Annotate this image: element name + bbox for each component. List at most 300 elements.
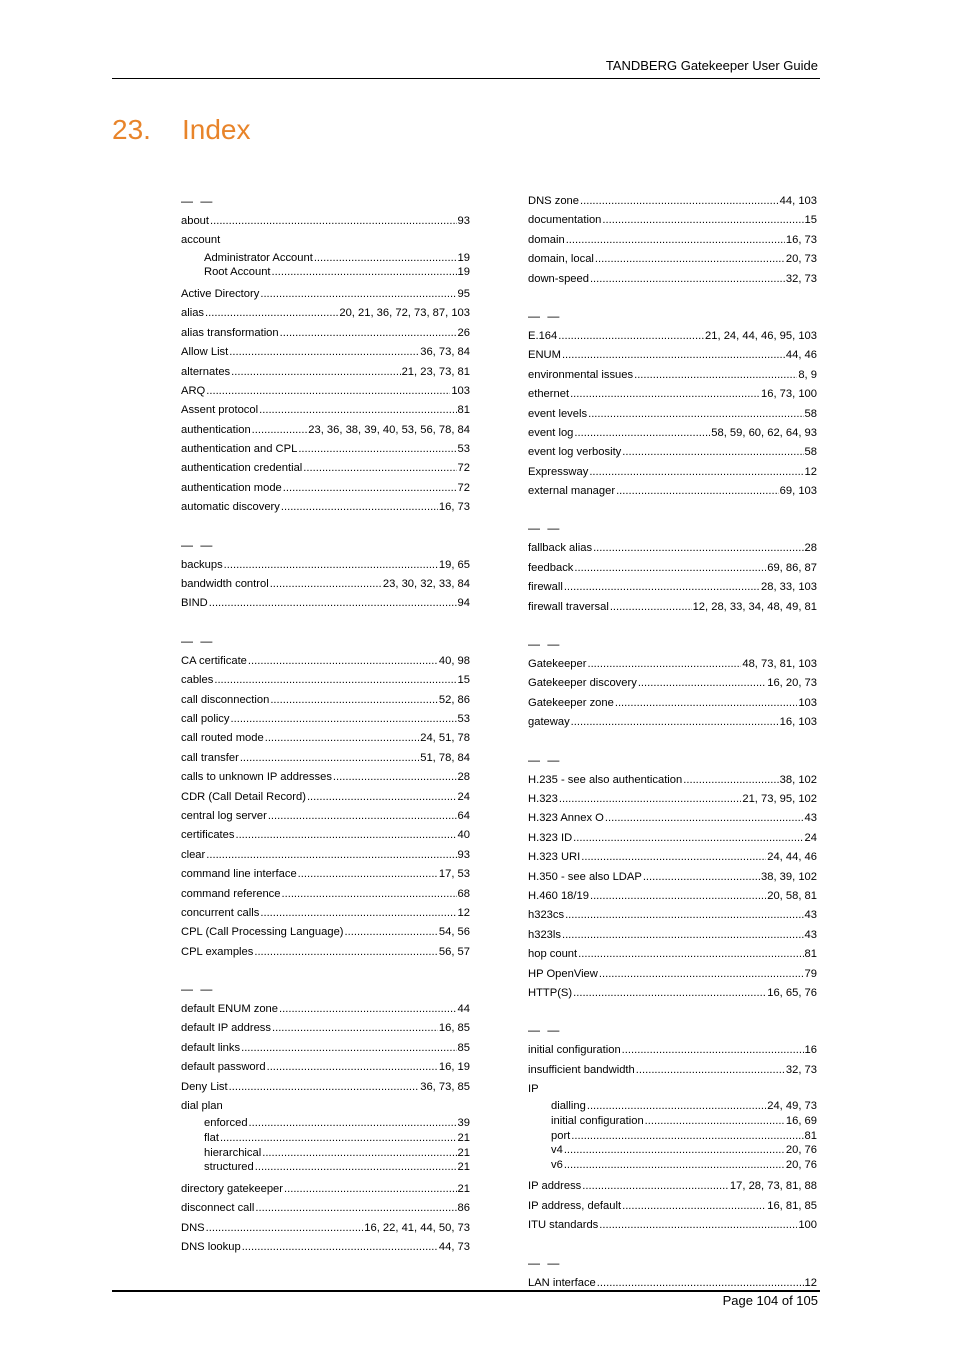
index-pages: 44, 73 (438, 1240, 470, 1253)
index-pages: 24, 49, 73 (767, 1100, 817, 1113)
index-pages: 69, 86, 87 (767, 561, 817, 574)
dot-leader (587, 655, 741, 674)
index-entry (181, 788, 470, 807)
index-pages: 8, 9 (798, 368, 817, 381)
index-term: event log verbosity (528, 446, 622, 459)
dot-leader (248, 652, 438, 671)
dot-leader (260, 285, 456, 304)
index-entry (528, 346, 817, 365)
index-term: insufficient bandwidth (528, 1063, 635, 1076)
index-pages: 79 (804, 967, 817, 980)
section-letter-header: — — (528, 308, 562, 323)
index-pages: 16, 73, 100 (761, 388, 817, 401)
index-entry (551, 1099, 817, 1114)
index-pages: 21 (457, 1146, 470, 1159)
index-term: external manager (528, 485, 616, 498)
dot-leader (240, 749, 419, 768)
index-term: event log (528, 426, 574, 439)
index-pages: 100 (798, 1219, 817, 1232)
index-entry (181, 729, 470, 748)
index-entry (181, 904, 470, 923)
dot-leader (205, 304, 338, 323)
index-pages: 32, 73 (785, 1063, 817, 1076)
index-pages: 24 (457, 790, 470, 803)
index-pages: 64 (457, 809, 470, 822)
index-pages: 69, 103 (779, 485, 817, 498)
index-entry (528, 578, 817, 597)
index-pages: 19 (457, 266, 470, 279)
dot-leader (270, 691, 438, 710)
dot-leader (580, 192, 779, 211)
dot-leader (564, 1158, 785, 1173)
dot-leader (615, 694, 797, 713)
index-term: ENUM (528, 349, 561, 362)
index-pages: 56, 57 (438, 945, 470, 958)
index-entry (181, 652, 470, 671)
index-term: clear (181, 848, 206, 861)
index-entry (181, 671, 470, 690)
index-term: Gatekeeper discovery (528, 677, 637, 690)
index-term: IP (528, 1083, 539, 1096)
index-term: H.460 18/19 (528, 889, 589, 902)
index-entry (528, 848, 817, 867)
index-term: firewall (528, 581, 563, 594)
index-entry (181, 768, 470, 787)
index-term: CA certificate (181, 654, 247, 667)
index-term: H.235 - see also authentication (528, 773, 683, 786)
index-pages: 16 (804, 1044, 817, 1057)
dot-leader (645, 1114, 785, 1129)
index-entry (528, 598, 817, 617)
index-entry (528, 327, 817, 346)
index-column-right (528, 192, 817, 1293)
index-pages: 24 (804, 831, 817, 844)
dot-leader (638, 674, 766, 693)
index-term: gateway (528, 716, 570, 729)
dot-leader (558, 327, 704, 346)
index-pages: 12 (457, 906, 470, 919)
index-entry (528, 463, 817, 482)
dot-leader (333, 768, 457, 787)
dot-leader (270, 575, 382, 594)
dot-leader (622, 1041, 804, 1060)
index-term: command reference (181, 887, 281, 900)
index-term: cables (181, 674, 214, 687)
dot-leader (559, 790, 741, 809)
dot-leader (279, 1000, 457, 1019)
dot-leader (636, 1061, 785, 1080)
dot-leader (283, 479, 457, 498)
dot-leader (254, 943, 438, 962)
dot-leader (634, 366, 797, 385)
index-entry (181, 691, 470, 710)
index-pages: 16, 85 (438, 1022, 470, 1035)
index-entry (181, 1078, 470, 1097)
index-pages: 51, 78, 84 (420, 751, 470, 764)
section-spacer (528, 501, 817, 519)
index-term: HP OpenView (528, 967, 598, 980)
index-pages: 53 (457, 713, 470, 725)
index-entry (181, 479, 470, 498)
index-entry (528, 539, 817, 558)
index-term: Assent protocol (181, 404, 259, 417)
index-entry (528, 984, 817, 1003)
dot-leader (564, 1143, 785, 1158)
index-term: certificates (181, 829, 235, 842)
index-term: dialling (551, 1100, 586, 1113)
dot-leader (610, 598, 692, 617)
index-pages: 21 (457, 1132, 470, 1145)
index-entry (551, 1129, 817, 1144)
index-term: enforced (204, 1117, 248, 1130)
index-term: HTTP(S) (528, 986, 573, 999)
index-term: CPL examples (181, 945, 254, 958)
index-term: call transfer (181, 751, 239, 764)
index-pages: 93 (457, 848, 470, 861)
index-entry (181, 1097, 470, 1116)
index-pages: 58 (804, 407, 817, 420)
dot-leader (562, 926, 804, 945)
index-term: default links (181, 1041, 241, 1054)
index-entry (181, 885, 470, 904)
index-entry (181, 421, 470, 440)
index-entry (528, 790, 817, 809)
index-entry (181, 285, 470, 304)
index-pages: 93 (457, 215, 470, 227)
dot-leader (622, 1197, 766, 1216)
dot-leader (298, 865, 438, 884)
index-entry (181, 324, 470, 343)
index-pages: 15 (457, 674, 470, 687)
index-entry (181, 382, 470, 401)
index-term: alternates (181, 365, 231, 378)
index-entry (528, 424, 817, 443)
dot-leader (582, 1177, 729, 1196)
dot-leader (206, 382, 450, 401)
index-term: H.323 ID (528, 831, 573, 844)
section-letter-header: — — (181, 194, 215, 208)
index-term: hierarchical (204, 1146, 262, 1159)
index-term: documentation (528, 214, 602, 227)
index-term: account (181, 234, 221, 247)
section-spacer (528, 617, 817, 635)
index-term: call routed mode (181, 732, 264, 745)
dot-leader (267, 1058, 438, 1077)
index-term: alias (181, 307, 205, 320)
dot-leader (282, 885, 457, 904)
index-entry (181, 1000, 470, 1019)
index-entry (181, 1180, 470, 1199)
index-term: v4 (551, 1144, 563, 1157)
index-pages: 21 (457, 1161, 470, 1174)
index-entry (528, 443, 817, 462)
index-term: alias transformation (181, 326, 279, 339)
index-pages: 17, 28, 73, 81, 88 (729, 1180, 817, 1193)
index-term: LAN interface (528, 1276, 596, 1289)
index-pages: 81 (804, 948, 817, 961)
dot-leader (206, 846, 456, 865)
index-entry (181, 459, 470, 478)
index-pages: 21, 24, 44, 46, 95, 103 (705, 329, 817, 342)
index-pages: 12 (804, 1276, 817, 1289)
index-entry (181, 749, 470, 768)
dot-leader (268, 807, 457, 826)
dot-leader (280, 324, 457, 343)
dot-leader (589, 463, 803, 482)
index-term: event levels (528, 407, 588, 420)
dot-leader (573, 984, 766, 1003)
index-pages: 48, 73, 81, 103 (742, 658, 817, 671)
index-term: DNS lookup (181, 1240, 241, 1253)
index-entry (528, 211, 817, 230)
index-entry (181, 440, 470, 459)
index-entry (181, 304, 470, 323)
index-pages: 20, 76 (785, 1144, 817, 1157)
index-term: H.323 (528, 792, 558, 805)
index-column-left (181, 192, 470, 1257)
index-entry (528, 945, 817, 964)
dot-leader (571, 713, 779, 732)
dot-leader (564, 578, 760, 597)
index-entry (528, 1041, 817, 1060)
index-pages: 86 (457, 1202, 470, 1215)
index-term: DNS zone (528, 195, 579, 207)
index-term: ITU standards (528, 1219, 599, 1232)
index-entry (528, 965, 817, 984)
index-pages: 16, 103 (779, 716, 817, 729)
index-term: initial configuration (551, 1115, 644, 1128)
index-entry (528, 713, 817, 732)
index-entry (204, 1146, 470, 1161)
section-spacer (528, 289, 817, 307)
index-term: Root Account (204, 266, 271, 279)
dot-leader (252, 421, 308, 440)
index-entry (181, 807, 470, 826)
section-letter-header: — — (528, 637, 562, 652)
index-term: Gatekeeper (528, 658, 587, 671)
index-term: call policy (181, 713, 230, 725)
index-pages: 12, 28, 33, 34, 48, 49, 81 (692, 600, 817, 613)
index-pages: 43 (804, 909, 817, 922)
dot-leader (345, 923, 438, 942)
chapter-title (112, 114, 251, 146)
index-entry (528, 1216, 817, 1235)
index-term: authentication and CPL (181, 443, 298, 456)
index-pages: 21 (457, 1182, 470, 1195)
index-pages: 16, 69 (785, 1115, 817, 1128)
index-pages: 103 (798, 696, 817, 709)
dot-leader (578, 945, 803, 964)
section-letter-header: — — (528, 1255, 562, 1270)
dot-leader (571, 1129, 803, 1144)
dot-leader (593, 539, 803, 558)
index-pages: 20, 21, 36, 72, 73, 87, 103 (339, 307, 470, 320)
index-pages: 19, 65 (438, 558, 470, 571)
index-term: authentication mode (181, 481, 282, 494)
dot-leader (565, 906, 803, 925)
index-entry (528, 694, 817, 713)
index-entry (181, 1019, 470, 1038)
index-pages: 17, 53 (438, 868, 470, 881)
index-pages: 38, 39, 102 (761, 870, 817, 883)
section-spacer (181, 518, 470, 536)
index-pages: 72 (457, 481, 470, 494)
dot-leader (622, 443, 803, 462)
dot-leader (260, 904, 456, 923)
index-term: domain, local (528, 253, 594, 266)
index-pages: 16, 19 (438, 1061, 470, 1074)
dot-leader (229, 1078, 420, 1097)
dot-leader (599, 965, 804, 984)
index-pages: 32, 73 (785, 272, 817, 285)
index-entry (181, 212, 470, 231)
index-entry (551, 1143, 817, 1158)
index-term: firewall traversal (528, 600, 609, 613)
index-pages: 94 (457, 597, 470, 610)
section-spacer (528, 1236, 817, 1254)
index-term: CPL (Call Processing Language) (181, 926, 344, 939)
dot-leader (272, 1019, 438, 1038)
index-entry (204, 265, 470, 280)
index-pages: 44, 103 (779, 195, 817, 207)
index-pages: 44 (457, 1003, 470, 1016)
index-pages: 16, 20, 73 (767, 677, 817, 690)
index-pages: 16, 81, 85 (767, 1199, 817, 1212)
index-pages: 54, 56 (438, 926, 470, 939)
index-pages: 85 (457, 1041, 470, 1054)
dot-leader (303, 459, 456, 478)
index-entry (181, 343, 470, 362)
index-term: Deny List (181, 1080, 228, 1093)
index-entry (181, 943, 470, 962)
index-pages: 43 (804, 928, 817, 941)
index-pages: 81 (457, 404, 470, 417)
dot-leader (562, 346, 785, 365)
index-pages: 103 (451, 384, 470, 397)
index-pages: 23, 30, 32, 33, 84 (382, 578, 470, 591)
dot-leader (581, 848, 766, 867)
section-spacer (528, 733, 817, 751)
index-pages: 53 (457, 443, 470, 456)
index-entry (181, 710, 470, 729)
dot-leader (255, 1160, 457, 1175)
index-entry (181, 556, 470, 575)
dot-leader (574, 424, 710, 443)
dot-leader (224, 556, 438, 575)
index-entry (181, 865, 470, 884)
index-term: authentication credential (181, 462, 303, 475)
index-pages: 43 (804, 812, 817, 825)
index-pages: 15 (804, 214, 817, 227)
index-entry (528, 809, 817, 828)
section-spacer (181, 962, 470, 980)
index-pages: 19 (457, 251, 470, 264)
index-pages: 58 (804, 446, 817, 459)
index-pages: 95 (457, 287, 470, 300)
index-term: default password (181, 1061, 266, 1074)
index-term: dial plan (181, 1100, 223, 1113)
running-header: TANDBERG Gatekeeper User Guide (605, 58, 818, 73)
index-term: Allow List (181, 346, 229, 359)
dot-leader (570, 385, 760, 404)
dot-leader (220, 1131, 457, 1146)
index-pages: 52, 86 (438, 693, 470, 706)
chapter-name: Index (182, 114, 251, 145)
section-letter-header: — — (528, 752, 562, 767)
dot-leader (683, 771, 778, 790)
index-entry (528, 906, 817, 925)
dot-leader (574, 559, 766, 578)
index-term: central log server (181, 809, 267, 822)
dot-leader (214, 671, 456, 690)
index-term: backups (181, 558, 223, 571)
index-pages: 12 (804, 465, 817, 478)
index-term: port (551, 1129, 571, 1142)
index-term: v6 (551, 1158, 563, 1171)
index-term: authentication (181, 423, 251, 436)
index-term: default IP address (181, 1022, 271, 1035)
index-term: disconnect call (181, 1202, 255, 1215)
dot-leader (595, 250, 785, 269)
index-term: environmental issues (528, 368, 634, 381)
index-term: hop count (528, 948, 578, 961)
dot-leader (255, 1199, 456, 1218)
index-entry (528, 655, 817, 674)
section-letter-header: — — (181, 982, 215, 997)
dot-leader (242, 1238, 438, 1257)
dot-leader (231, 363, 400, 382)
dot-leader (298, 440, 456, 459)
index-term: DNS (181, 1221, 205, 1234)
index-term: Expressway (528, 465, 589, 478)
index-pages: 58, 59, 60, 62, 64, 93 (711, 426, 817, 439)
index-pages: 24, 51, 78 (420, 732, 470, 745)
index-pages: 40, 98 (438, 654, 470, 667)
index-entry (528, 231, 817, 250)
dot-leader (262, 1146, 456, 1161)
dot-leader (314, 251, 457, 266)
index-term: ethernet (528, 388, 570, 401)
index-term: Gatekeeper zone (528, 696, 614, 709)
dot-leader (643, 868, 760, 887)
index-entry (551, 1158, 817, 1173)
dot-leader (307, 788, 457, 807)
index-pages: 40 (457, 829, 470, 842)
index-pages: 72 (457, 462, 470, 475)
dot-leader (602, 211, 803, 230)
index-entry (204, 251, 470, 266)
index-entry (528, 926, 817, 945)
dot-leader (249, 1116, 457, 1131)
section-letter-header: — — (528, 521, 562, 536)
index-pages: 28, 33, 103 (761, 581, 817, 594)
index-term: command line interface (181, 868, 297, 881)
index-entry (528, 366, 817, 385)
section-letter-header: — — (181, 537, 215, 552)
index-term: about (181, 215, 209, 227)
index-term: initial configuration (528, 1044, 621, 1057)
index-term: automatic discovery (181, 501, 280, 514)
index-entry (528, 1197, 817, 1216)
index-entry (528, 405, 817, 424)
index-entry (528, 270, 817, 289)
page-number: Page 104 of 105 (722, 1293, 818, 1308)
index-pages: 20, 58, 81 (767, 889, 817, 902)
index-entry (181, 363, 470, 382)
dot-leader (241, 1039, 456, 1058)
index-entry (551, 1114, 817, 1129)
chapter-number: 23. (112, 114, 151, 145)
